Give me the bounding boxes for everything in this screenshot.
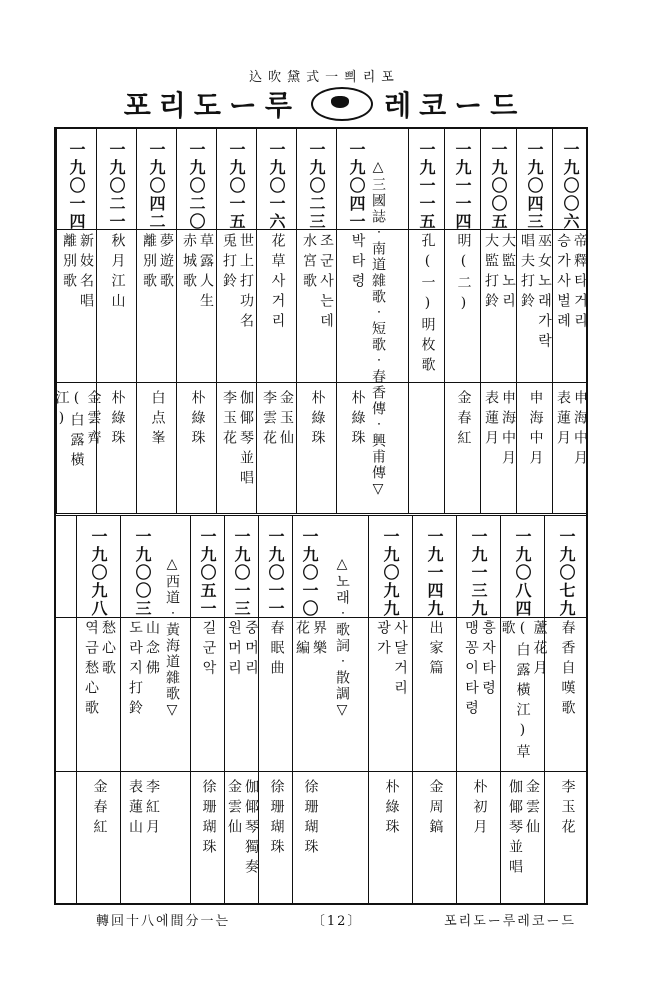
top-right-2-entry [480,129,516,513]
top-left-7-entry [53,129,102,513]
top-right-0-artist-line2: 表蓮月 [555,390,571,451]
bottom-right-4-entry [368,516,412,903]
bottom-left-0-title-line: 界樂 [311,620,327,661]
bottom-left-0-catalog-number: 一九〇一〇 [300,528,319,618]
top-left-7-artist [53,390,102,505]
top-left-5-catalog-number: 一九〇四二 [147,141,166,231]
bottom-right-0-title-line: 春香自嘆歌 [559,620,576,721]
top-left-5-entry [136,129,176,513]
bottom-right-4-artist-line: 朴綠珠 [383,779,400,840]
top-right-2-artist-line2: 表蓮月 [483,390,499,451]
bottom-left-4-artist [121,779,165,895]
top-left-5-title [137,233,177,379]
bottom-left-4-artist-line2: 表蓮山 [127,779,143,840]
top-right-3-entry [444,129,480,513]
bottom-left-4-catalog-number: 一九〇〇三 [133,528,152,618]
bottom-left-1-artist [259,779,293,895]
bottom-right-1-entry [499,516,548,903]
top-left-7-artist-line: 金雲齊 [85,390,102,451]
bottom-right-3-entry [412,516,456,903]
top-right-0-title-line: 帝釋타거리 [572,232,588,333]
bottom-left-5-catalog-number: 一九〇九八 [89,528,108,618]
bottom-left-1-artist-line: 徐珊瑚珠 [268,779,285,860]
top-right-1-entry [516,129,552,513]
bottom-right-3-artist [413,779,457,895]
bottom-right-2-title-line: 흥자타령 [480,620,496,701]
bottom-left-3-artist [191,779,225,895]
title-left-part: 레코ー드 [384,89,526,122]
bottom-left-2-title [225,620,259,767]
top-right-4-title-line: 孔(一)明枚歌 [419,232,436,377]
top-left-0-catalog-number: 一九〇四一 [347,141,366,231]
top-left-0-title-line: 박타령 [349,232,366,293]
top-left-4-catalog-number: 一九〇二〇 [187,141,206,231]
bottom-left-2-title-line: 중머리 [243,620,259,681]
top-left-6-title-line: 秋月江山 [109,232,126,313]
top-right-3-artist [445,390,481,505]
top-right-4-entry [408,129,444,513]
header-title [0,84,649,120]
top-right-2-catalog-number: 一九〇〇五 [489,141,508,231]
top-right-2-title-line: 大監노리 [500,232,516,313]
top-right-3-title-line: 明(二) [455,232,472,317]
bottom-right-3-title-line: 出家篇 [427,620,444,681]
bottom-left-3-entry [190,516,224,903]
bottom-right-0-artist [545,779,589,895]
bottom-right-0-artist-line: 李玉花 [559,779,576,840]
top-right-0-entry [552,129,588,513]
top-left-1-artist [297,390,337,505]
top-left-3-title [217,233,257,379]
bottom-left-3-title [191,620,225,767]
top-left-5-title-line2: 離別歌 [141,232,157,293]
top-left-2-entry [256,129,296,513]
top-left-1-catalog-number: 一九〇二三 [307,141,326,231]
bottom-section1-label: △노래‧歌詞‧散調▽ [334,556,350,720]
top-right-2-artist [481,390,517,505]
top-left-7-artist-line2: (白露橫江) [53,390,85,473]
top-left-0-title [337,233,377,379]
bottom-left-3-artist-line: 徐珊瑚珠 [200,779,217,860]
top-left-4-entry [176,129,216,513]
bottom-left-4-artist-line: 李紅月 [144,779,160,840]
header-top-line: 込吹黛式一쁴리포 [249,70,400,85]
top-left-5-artist-line: 白点峯 [149,390,166,451]
top-left-2-title [257,233,297,379]
top-left-7-title-line: 新妓名唱 [78,232,94,313]
top-left-7-catalog-number: 一九〇一四 [67,141,86,231]
top-section-label: △三國誌‧南道雜歌‧短歌‧春香傳‧興甫傳▽ [370,159,386,499]
top-right-2-title-line2: 大監打鈴 [483,232,499,313]
top-left-3-catalog-number: 一九〇一五 [227,141,246,231]
bottom-left-0-entry [292,516,326,903]
top-right-0-catalog-number: 一九〇〇六 [561,141,580,231]
bottom-left-2-artist-line: 伽倻琴獨奏 [243,779,259,880]
bottom-left-4-title-line: 山念佛 [144,620,160,681]
bottom-right-0-catalog-number: 一九〇七九 [557,528,576,618]
bottom-right-1-artist-line2: 伽倻琴並唱 [507,779,523,880]
top-right-1-artist-line: 申海中月 [527,390,544,471]
bottom-right-1-artist-line: 金雲仙 [524,779,540,840]
title-right-part: 포리도ー루 [123,89,300,122]
top-left-3-title-line2: 兎打鈴 [221,232,237,293]
top-right-0-artist [553,390,589,505]
top-right-3-title [445,233,481,379]
bottom-left-0-title [293,620,327,767]
bottom-left-0-artist [293,779,327,895]
bottom-right-2-title-line2: 맹꽁이타령 [463,620,479,721]
top-right-0-artist-line: 申海中月 [572,390,588,471]
top-right-1-title [517,233,553,379]
top-left-3-artist [217,390,257,505]
bottom-right-1-catalog-number: 一九〇八四 [513,528,532,618]
bottom-left-2-artist-line2: 金雲仙 [226,779,242,840]
top-left-6-entry [96,129,136,513]
top-left-0-artist-line: 朴綠珠 [349,390,366,451]
bottom-right-1-title [499,620,548,767]
bottom-left-0-title-line2: 花編 [294,620,310,661]
bottom-right-1-artist [501,779,545,895]
bottom-right-4-title [369,620,413,767]
top-left-3-artist-line2: 李玉花 [221,390,237,451]
top-left-1-artist-line: 朴綠珠 [309,390,326,451]
bottom-left-1-title [259,620,293,767]
top-left-7-title-line2: 離別歌 [61,232,77,293]
top-left-2-artist-line: 金玉仙 [278,390,294,451]
bottom-left-2-title-line2: 원머리 [226,620,242,681]
top-left-0-artist [337,390,377,505]
top-left-7-title [57,233,97,379]
top-left-4-title-line2: 赤城歌 [181,232,197,293]
top-right-1-title-line2: 唱夫打鈴 [519,232,535,313]
bottom-right-2-artist [457,779,501,895]
top-left-1-title-line: 조군사는데 [318,232,334,333]
bottom-section2-label: △西道‧黃海道雜歌▽ [164,556,180,720]
top-left-2-catalog-number: 一九〇一六 [267,141,286,231]
top-left-0-entry [336,129,376,513]
footer-left: 轉回十八에間分一는 [96,914,231,929]
bottom-right-4-title-line2: 광가 [375,620,391,661]
top-right-0-title-line2: 승가사벌례 [555,232,571,333]
bottom-right-3-title [413,620,457,767]
top-left-3-artist-line: 伽倻琴並唱 [238,390,254,491]
top-left-1-title-line2: 水宮歌 [301,232,317,293]
top-left-1-title [297,233,337,379]
top-panel [54,129,588,513]
bottom-left-0-artist-line: 徐珊瑚珠 [302,779,319,860]
top-left-1-entry [296,129,336,513]
top-left-3-title-line: 世上打功名 [238,232,254,333]
top-left-2-artist-line2: 李雲花 [261,390,277,451]
top-right-2-title [481,233,517,379]
bottom-right-3-artist-line: 金周鎬 [427,779,444,840]
top-left-2-artist [257,390,297,505]
bottom-left-2-entry [224,516,258,903]
top-left-4-artist [177,390,217,505]
top-right-1-title-line: 巫女노래가락 [536,232,552,353]
top-left-4-artist-line: 朴綠珠 [189,390,206,451]
bottom-right-1-title-line2: (白露橫江)草歌 [499,620,531,765]
bottom-left-2-catalog-number: 一九〇一三 [232,528,251,618]
top-left-4-title [177,233,217,379]
bottom-left-1-entry [258,516,292,903]
bottom-right-1-title-line: 蘆花月 [531,620,548,681]
bottom-left-1-title-line: 春眠曲 [268,620,285,681]
top-right-0-title [553,233,589,379]
bottom-left-4-title [121,620,165,767]
top-left-5-title-line: 夢遊歌 [158,232,174,293]
bottom-left-5-title-line2: 역금愁心歌 [83,620,99,721]
top-left-2-title-line: 花草사거리 [269,232,286,333]
bottom-right-2-artist-line: 朴初月 [471,779,488,840]
top-right-1-artist [517,390,553,505]
top-right-1-catalog-number: 一九〇四三 [525,141,544,231]
top-left-5-artist [137,390,177,505]
bottom-right-2-title [457,620,501,767]
bottom-left-5-artist [77,779,121,895]
bottom-left-5-entry [76,516,120,903]
top-right-4-catalog-number: 一九一一五 [417,141,436,231]
bottom-right-4-artist [369,779,413,895]
bottom-left-3-title-line: 길군악 [200,620,217,681]
top-left-4-title-line: 草露人生 [198,232,214,313]
top-left-6-artist [97,390,137,505]
bottom-right-0-title [545,620,589,767]
bottom-left-2-artist [225,779,259,895]
bottom-right-3-catalog-number: 一九一四九 [425,528,444,618]
top-right-3-artist-line: 金春紅 [455,390,472,451]
bottom-left-5-title [77,620,121,767]
bottom-left-3-catalog-number: 一九〇五一 [198,528,217,618]
bottom-left-4-entry [120,516,164,903]
footer-page-number: 〔12〕 [311,914,363,929]
bottom-left-1-catalog-number: 一九〇一一 [266,528,285,618]
bottom-right-4-catalog-number: 一九〇九九 [381,528,400,618]
top-left-6-catalog-number: 一九〇二一 [107,141,126,231]
top-left-6-title [97,233,137,379]
bottom-right-0-entry [544,516,588,903]
bottom-right-2-entry [456,516,500,903]
top-right-4-title [409,233,445,379]
bottom-left-5-title-line: 愁心歌 [100,620,116,681]
bottom-left-5-artist-line: 金春紅 [91,779,108,840]
top-right-2-artist-line: 申海中月 [500,390,516,471]
top-right-3-catalog-number: 一九一一四 [453,141,472,231]
bottom-right-4-title-line: 사달거리 [392,620,408,701]
footer [96,910,576,929]
top-left-3-entry [216,129,256,513]
bottom-left-4-title-line2: 도라지打鈴 [127,620,143,721]
footer-right: 포리도ー루레코ー드 [444,914,576,929]
top-left-6-artist-line: 朴綠珠 [109,390,126,451]
top-right-4-artist [409,390,445,505]
bottom-right-2-catalog-number: 一九一三九 [469,528,488,618]
dog-logo-icon [311,87,373,121]
bottom-panel [54,516,588,903]
